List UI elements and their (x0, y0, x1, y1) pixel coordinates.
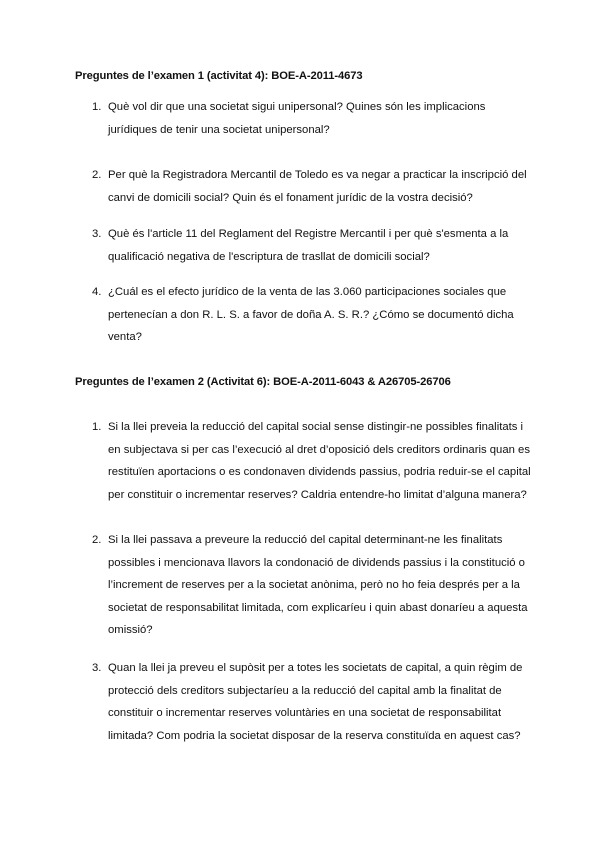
question-number: 3. (92, 662, 102, 674)
question-text-line: Quan la llei ja preveu el supòsit per a totes les societats de capital, a quin règim de (108, 662, 523, 674)
question-text-line: canvi de domicili social? Quin és el fonament jurídic de la vostra decisió? (108, 191, 473, 204)
question-number: 1. (92, 101, 102, 113)
question-text-line: omissió? (108, 624, 153, 637)
question-number: 4. (92, 286, 102, 298)
question-text-line: societat de responsabilitat limitada, com explicaríeu i quin abast donaríeu a aquesta (108, 601, 528, 614)
question-text-line: Si la llei preveia la reducció del capital social sense distingir-ne possibles finalitats i (108, 421, 524, 433)
question-text-line: Per què la Registradora Mercantil de Toledo es va negar a practicar la inscripció del (108, 169, 527, 181)
question-item (92, 416, 532, 506)
question-text-line: venta? (108, 331, 142, 344)
question-text-line: jurídiques de tenir una societat unipersonal? (108, 123, 330, 136)
question-text-line: limitada? Com podria la societat disposar de la reserva constituïda en aquest cas? (108, 729, 521, 742)
question-text-line: possibles i mencionava llavors la condonació de dividends passius i la constitució o (108, 556, 525, 569)
question-number: 2. (92, 169, 102, 181)
section-heading: Preguntes de l’examen 2 (Activitat 6): BOE-A-2011-6043 & A26705-26706 (75, 376, 451, 388)
question-text-line: protecció dels creditors subjectaríeu a la reducció del capital amb la finalitat de (108, 684, 502, 697)
section-heading: Preguntes de l’examen 1 (activitat 4): BOE-A-2011-4673 (75, 70, 363, 82)
question-text-line: restituïen aportacions o es condonaven dividends passius, podria reduir-se el capital (108, 466, 531, 479)
question-number: 3. (92, 228, 102, 240)
question-number: 2. (92, 534, 102, 546)
question-item (92, 529, 532, 642)
question-item (92, 223, 532, 268)
question-text-line: Què és l'article 11 del Reglament del Registre Mercantil i per què s'esmenta a la (108, 228, 509, 240)
question-text-line: l’increment de reserves per a la societat anònima, però no ho feia després per a la (108, 579, 520, 592)
question-item (92, 281, 532, 349)
question-text-line: constituir o incrementar reserves voluntàries en una societat de responsabilitat (108, 707, 502, 720)
question-text-line: Què vol dir que una societat sigui unipersonal? Quines són les implicacions (108, 101, 486, 113)
question-text-line: en subjectava si per cas l’execució al dret d’oposició dels creditors ordinaris quan es (108, 443, 530, 456)
question-text-line: Si la llei passava a preveure la reducció del capital determinant-ne les finalitats (108, 534, 503, 546)
question-text-line: qualificació negativa de l'escriptura de trasllat de domicili social? (108, 250, 430, 263)
question-item (92, 96, 532, 141)
question-item (92, 164, 532, 209)
question-item (92, 657, 532, 747)
question-text-line: ¿Cuál es el efecto jurídico de la venta de las 3.060 participaciones sociales que (108, 286, 507, 298)
question-number: 1. (92, 421, 102, 433)
question-text-line: pertenecían a don R. L. S. a favor de doña A. S. R.? ¿Cómo se documentó dicha (108, 308, 514, 321)
question-text-line: per constituir o incrementar reserves? Caldria entendre-ho limitat d’alguna manera? (108, 488, 527, 501)
